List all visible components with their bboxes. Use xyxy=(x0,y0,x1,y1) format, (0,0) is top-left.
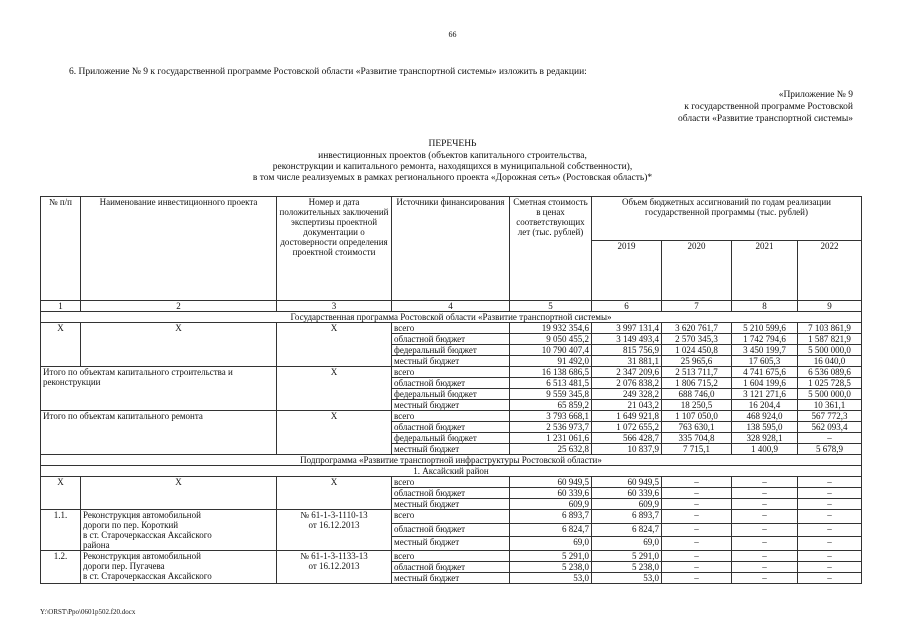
estimated-cost: 19 932 354,6 xyxy=(510,323,592,334)
year-allocation: – xyxy=(662,523,732,537)
year-allocation: – xyxy=(732,551,798,562)
funding-source: местный бюджет xyxy=(392,400,510,411)
year-allocation: 2 076 838,2 xyxy=(592,378,662,389)
table-body xyxy=(41,312,862,584)
title-line-3: реконструкции и капитального ремонта, находящихся в муниципальной собственности), xyxy=(272,162,633,172)
estimated-cost: 6 893,7 xyxy=(510,510,592,524)
year-allocation: – xyxy=(732,573,798,584)
funding-source: местный бюджет xyxy=(392,356,510,367)
year-allocation: 3 997 131,4 xyxy=(592,323,662,334)
project-name-line: Реконструкция автомобильной xyxy=(83,551,201,561)
year-allocation: 1 806 715,2 xyxy=(662,378,732,389)
year-allocation: 468 924,0 xyxy=(732,411,798,422)
year-allocation: – xyxy=(732,537,798,551)
year-allocation: 21 043,2 xyxy=(592,400,662,411)
column-number: 8 xyxy=(732,301,798,312)
funding-source: местный бюджет xyxy=(392,573,510,584)
year-allocation: 5 500 000,0 xyxy=(798,345,862,356)
year-allocation: 6 824,7 xyxy=(592,523,662,537)
footer-file-path: Y:\ORST\Ppo\0601p502.f20.docx xyxy=(40,608,136,616)
header-cost: Сметная стоимость в ценах соответствующих лет (тыс. рублей) xyxy=(510,197,592,301)
title-line-4: в том числе реализуемых в рамках регионального проекта «Дорожная сеть» (Ростовская область)* xyxy=(252,173,653,183)
year-allocation: – xyxy=(798,523,862,537)
estimated-cost: 60 949,5 xyxy=(510,477,592,488)
year-allocation: 5 210 599,6 xyxy=(732,323,798,334)
year-allocation: – xyxy=(732,510,798,524)
year-allocation: 1 587 821,9 xyxy=(798,334,862,345)
year-allocation: 2 347 209,6 xyxy=(592,367,662,378)
column-number: 9 xyxy=(798,301,862,312)
expertise-cell: X xyxy=(277,367,392,411)
funding-source: федеральный бюджет xyxy=(392,389,510,400)
header-year: 2022 xyxy=(798,241,862,301)
year-allocation: – xyxy=(732,477,798,488)
year-allocation: – xyxy=(798,477,862,488)
project-name-line: дороги пер. Пугачева xyxy=(83,561,165,571)
year-allocation: 5 678,9 xyxy=(798,444,862,455)
estimated-cost: 9 559 345,8 xyxy=(510,389,592,400)
year-allocation: 609,9 xyxy=(592,499,662,510)
expertise-cell: X xyxy=(277,323,392,367)
appendix-line-1: «Приложение № 9 xyxy=(778,90,853,100)
year-allocation: 3 450 199,7 xyxy=(732,345,798,356)
funding-source: областной бюджет xyxy=(392,422,510,433)
estimated-cost: 9 050 455,2 xyxy=(510,334,592,345)
year-allocation: 138 595,0 xyxy=(732,422,798,433)
section-subprogram: Подпрограмма «Развитие транспортной инфраструктуры Ростовской области» xyxy=(41,455,862,466)
year-allocation: – xyxy=(798,551,862,562)
page-number: 66 xyxy=(448,30,457,39)
estimated-cost: 65 859,2 xyxy=(510,400,592,411)
estimated-cost: 69,0 xyxy=(510,537,592,551)
year-allocation: 16 040,0 xyxy=(798,356,862,367)
estimated-cost: 6 824,7 xyxy=(510,523,592,537)
header-expertise: Номер и дата положительных заключений экспертизы проектной документации о достоверности определения проектной стоимости xyxy=(277,197,392,301)
column-number: 3 xyxy=(277,301,392,312)
header-volume: Объем бюджетных ассигнований по годам реализации государственной программы (тыс. рублей) xyxy=(592,197,862,241)
year-allocation: – xyxy=(662,562,732,573)
column-number: 2 xyxy=(81,301,277,312)
table-row xyxy=(41,323,862,334)
estimated-cost: 3 793 668,1 xyxy=(510,411,592,422)
estimated-cost: 25 632,8 xyxy=(510,444,592,455)
header-num: № п/п xyxy=(41,197,81,301)
funding-source: всего xyxy=(392,411,510,422)
column-number: 7 xyxy=(662,301,732,312)
name-cell: X xyxy=(81,323,277,367)
year-allocation: 1 072 655,2 xyxy=(592,422,662,433)
year-allocation: – xyxy=(732,562,798,573)
year-allocation: 1 742 794,6 xyxy=(732,334,798,345)
year-allocation: 763 630,1 xyxy=(662,422,732,433)
header-year: 2020 xyxy=(662,241,732,301)
estimated-cost: 10 790 407,4 xyxy=(510,345,592,356)
funding-source: всего xyxy=(392,510,510,524)
year-allocation: 1 649 921,8 xyxy=(592,411,662,422)
project-expertise-line: от 16.12.2013 xyxy=(308,561,360,571)
year-allocation: 69,0 xyxy=(592,537,662,551)
funding-source: областной бюджет xyxy=(392,488,510,499)
year-allocation: 6 536 089,6 xyxy=(798,367,862,378)
table-row xyxy=(41,510,862,524)
year-allocation: 1 025 728,5 xyxy=(798,378,862,389)
funding-source: всего xyxy=(392,323,510,334)
expertise-cell: X xyxy=(277,411,392,455)
year-allocation: 5 238,0 xyxy=(592,562,662,573)
funding-source: местный бюджет xyxy=(392,537,510,551)
estimated-cost: 16 138 686,5 xyxy=(510,367,592,378)
year-allocation: 4 741 675,6 xyxy=(732,367,798,378)
year-allocation: 7 103 861,9 xyxy=(798,323,862,334)
column-number: 6 xyxy=(592,301,662,312)
appendix-line-3: области «Развитие транспортной системы» xyxy=(678,114,853,124)
funding-source: федеральный бюджет xyxy=(392,433,510,444)
funding-source: всего xyxy=(392,477,510,488)
year-allocation: 815 756,9 xyxy=(592,345,662,356)
project-num: 1.1. xyxy=(41,510,81,551)
year-allocation: 3 121 271,6 xyxy=(732,389,798,400)
year-allocation: 10 361,1 xyxy=(798,400,862,411)
year-allocation: 562 093,4 xyxy=(798,422,862,433)
project-name-line: района xyxy=(83,540,110,550)
year-allocation: 7 715,1 xyxy=(662,444,732,455)
estimated-cost: 5 291,0 xyxy=(510,551,592,562)
estimated-cost: 91 492,0 xyxy=(510,356,592,367)
funding-source: федеральный бюджет xyxy=(392,345,510,356)
year-allocation: 328 928,1 xyxy=(732,433,798,444)
year-allocation: 3 149 493,4 xyxy=(592,334,662,345)
expertise-cell: X xyxy=(277,477,392,510)
intro-text: 6. Приложение № 9 к государственной программе Ростовской области «Развитие транспортной системы» изложить в редакции: xyxy=(69,67,587,77)
funding-source: областной бюджет xyxy=(392,562,510,573)
funding-source: местный бюджет xyxy=(392,499,510,510)
year-allocation: – xyxy=(798,510,862,524)
title-line-2: инвестиционных проектов (объектов капитального строительства, xyxy=(318,151,587,161)
year-allocation: – xyxy=(798,488,862,499)
investment-projects-table xyxy=(40,196,862,584)
funding-source: местный бюджет xyxy=(392,444,510,455)
year-allocation: – xyxy=(732,488,798,499)
year-allocation: 60 339,6 xyxy=(592,488,662,499)
project-name xyxy=(81,510,277,551)
year-allocation: – xyxy=(662,573,732,584)
year-allocation: – xyxy=(662,477,732,488)
estimated-cost: 60 339,6 xyxy=(510,488,592,499)
section-state-program: Государственная программа Ростовской области «Развитие транспортной системы» xyxy=(41,312,862,323)
year-allocation: 2 570 345,3 xyxy=(662,334,732,345)
project-name-line: в ст. Старочеркасская Аксайского xyxy=(83,571,212,581)
column-number: 5 xyxy=(510,301,592,312)
year-allocation: – xyxy=(662,499,732,510)
year-allocation: – xyxy=(732,499,798,510)
year-allocation: – xyxy=(662,537,732,551)
year-allocation: 18 250,5 xyxy=(662,400,732,411)
year-allocation: 25 965,6 xyxy=(662,356,732,367)
funding-source: областной бюджет xyxy=(392,334,510,345)
estimated-cost: 609,9 xyxy=(510,499,592,510)
group-label: Итого по объектам капитального строительства и реконструкции xyxy=(41,367,277,411)
project-num: 1.2. xyxy=(41,551,81,584)
project-name-line: в ст. Старочеркасская Аксайского xyxy=(83,530,212,540)
table-header xyxy=(41,197,862,312)
funding-source: областной бюджет xyxy=(392,523,510,537)
year-allocation: 60 949,5 xyxy=(592,477,662,488)
year-allocation: 17 605,3 xyxy=(732,356,798,367)
project-expertise xyxy=(277,551,392,584)
document-title: ПЕРЕЧЕНЬ xyxy=(428,139,477,149)
funding-source: всего xyxy=(392,367,510,378)
year-allocation: 2 513 711,7 xyxy=(662,367,732,378)
year-allocation: 1 604 199,6 xyxy=(732,378,798,389)
project-name xyxy=(81,551,277,584)
year-allocation: 567 772,3 xyxy=(798,411,862,422)
year-allocation: – xyxy=(798,433,862,444)
year-allocation: 10 837,9 xyxy=(592,444,662,455)
year-allocation: – xyxy=(662,488,732,499)
project-name-line: Реконструкция автомобильной xyxy=(83,510,201,520)
column-number: 1 xyxy=(41,301,81,312)
estimated-cost: 5 238,0 xyxy=(510,562,592,573)
funding-source: всего xyxy=(392,551,510,562)
section-district: 1. Аксайский район xyxy=(41,466,862,477)
year-allocation: – xyxy=(662,551,732,562)
num-cell: X xyxy=(41,477,81,510)
project-expertise-line: № 61-1-3-1133-13 xyxy=(300,551,368,561)
table-row xyxy=(41,367,862,378)
group-label: Итого по объектам капитального ремонта xyxy=(41,411,277,455)
year-allocation: – xyxy=(732,523,798,537)
year-allocation: 5 500 000,0 xyxy=(798,389,862,400)
project-name-line: дороги по пер. Короткий xyxy=(83,520,179,530)
year-allocation: 566 428,7 xyxy=(592,433,662,444)
year-allocation: 3 620 761,7 xyxy=(662,323,732,334)
project-expertise-line: от 16.12.2013 xyxy=(308,520,360,530)
estimated-cost: 1 231 061,6 xyxy=(510,433,592,444)
year-allocation: 1 400,9 xyxy=(732,444,798,455)
project-expertise-line: № 61-1-3-1110-13 xyxy=(300,510,368,520)
year-allocation: – xyxy=(798,499,862,510)
estimated-cost: 2 536 973,7 xyxy=(510,422,592,433)
estimated-cost: 53,0 xyxy=(510,573,592,584)
column-number: 4 xyxy=(392,301,510,312)
project-expertise xyxy=(277,510,392,551)
name-cell: X xyxy=(81,477,277,510)
year-allocation: – xyxy=(798,562,862,573)
year-allocation: 53,0 xyxy=(592,573,662,584)
year-allocation: 688 746,0 xyxy=(662,389,732,400)
year-allocation: – xyxy=(662,510,732,524)
year-allocation: 6 893,7 xyxy=(592,510,662,524)
year-allocation: 249 328,2 xyxy=(592,389,662,400)
header-year: 2019 xyxy=(592,241,662,301)
year-allocation: – xyxy=(798,573,862,584)
year-allocation: 5 291,0 xyxy=(592,551,662,562)
year-allocation: 16 204,4 xyxy=(732,400,798,411)
year-allocation: 1 107 050,0 xyxy=(662,411,732,422)
estimated-cost: 6 513 481,5 xyxy=(510,378,592,389)
table-row xyxy=(41,411,862,422)
year-allocation: 31 881,1 xyxy=(592,356,662,367)
table-row xyxy=(41,477,862,488)
funding-source: областной бюджет xyxy=(392,378,510,389)
table-row xyxy=(41,551,862,562)
year-allocation: 335 704,8 xyxy=(662,433,732,444)
year-allocation: – xyxy=(798,537,862,551)
header-sources: Источники финансирования xyxy=(392,197,510,301)
header-name: Наименование инвестиционного проекта xyxy=(81,197,277,301)
year-allocation: 1 024 450,8 xyxy=(662,345,732,356)
header-year: 2021 xyxy=(732,241,798,301)
num-cell: X xyxy=(41,323,81,367)
appendix-line-2: к государственной программе Ростовской xyxy=(684,102,853,112)
